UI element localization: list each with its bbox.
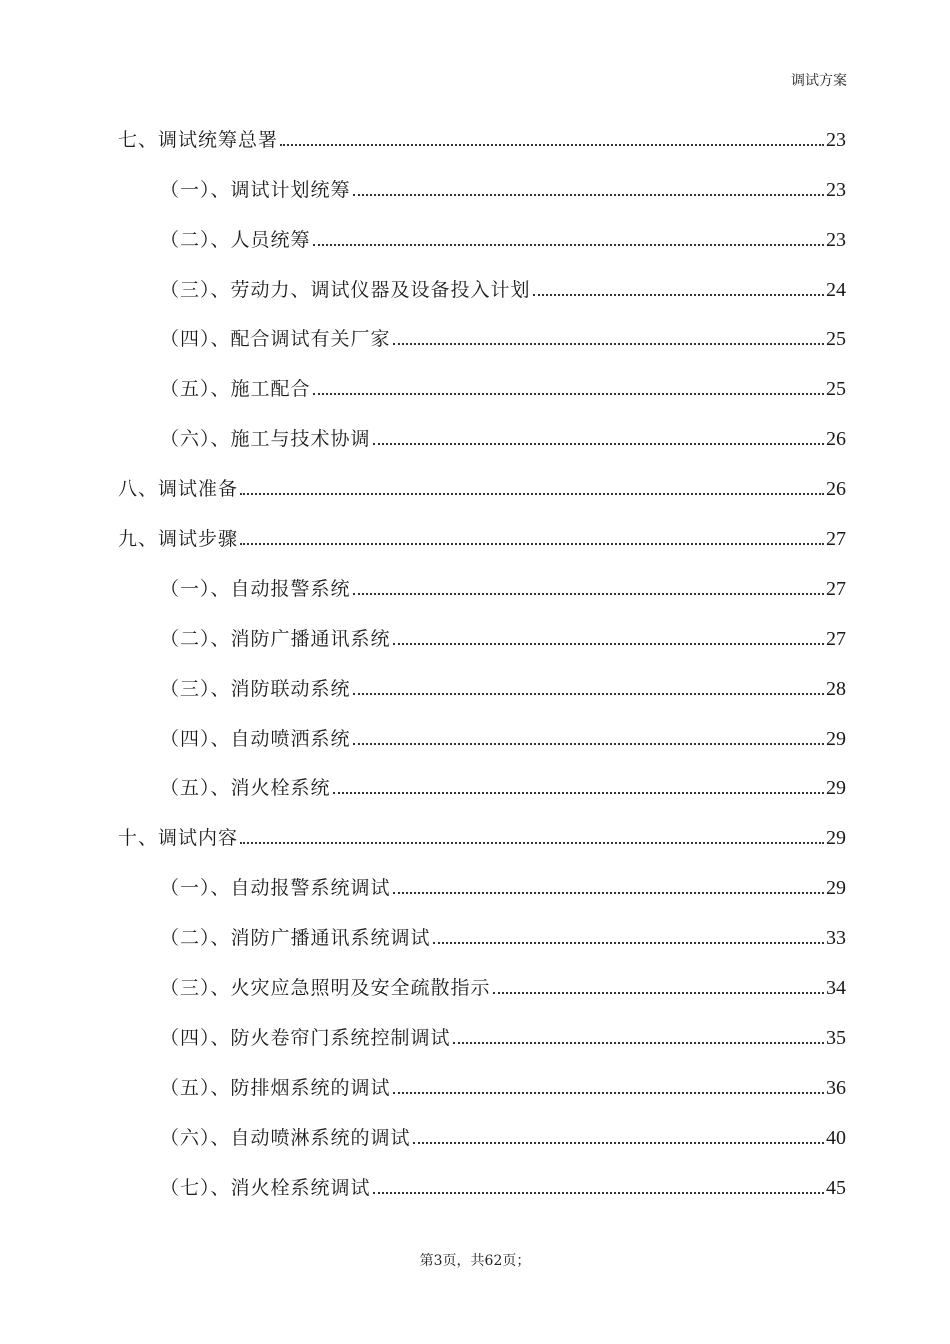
- toc-entry-page-number: 26: [826, 428, 846, 451]
- toc-leader-dots: [353, 743, 824, 745]
- toc-entry-page-number: 29: [826, 727, 846, 750]
- toc-entry-page-number: 23: [826, 178, 846, 201]
- toc-entry-page-number: 27: [826, 627, 846, 650]
- toc-entry[interactable]: [118, 864, 846, 914]
- toc-entry-title: （三）、火灾应急照明及安全疏散指示: [160, 977, 491, 1000]
- toc-leader-dots: [393, 1092, 824, 1094]
- toc-entry[interactable]: [118, 1064, 846, 1114]
- toc-entry[interactable]: [118, 914, 846, 964]
- toc-entry[interactable]: [118, 415, 846, 465]
- toc-entry[interactable]: [118, 365, 846, 415]
- toc-entry-page-number: 29: [826, 777, 846, 800]
- toc-entry[interactable]: [118, 1014, 846, 1064]
- toc-entry-page-number: 24: [826, 278, 846, 301]
- toc-leader-dots: [393, 343, 824, 345]
- toc-leader-dots: [413, 1142, 824, 1144]
- toc-entry-page-number: 45: [826, 1176, 846, 1199]
- toc-entry-title: （六）、施工与技术协调: [160, 428, 371, 451]
- toc-entry[interactable]: [118, 765, 846, 815]
- toc-leader-dots: [313, 244, 824, 246]
- toc-entry[interactable]: [118, 814, 846, 864]
- toc-leader-dots: [453, 1042, 824, 1044]
- toc-leader-dots: [433, 942, 824, 944]
- toc-entry-title: （五）、施工配合: [160, 378, 311, 401]
- toc-entry-title: （四）、防火卷帘门系统控制调试: [160, 1026, 451, 1049]
- toc-entry-title: （一）、自动报警系统调试: [160, 877, 391, 900]
- table-of-contents: [118, 116, 846, 1214]
- toc-entry-title: （二）、人员统筹: [160, 228, 311, 251]
- toc-entry[interactable]: [118, 665, 846, 715]
- toc-entry-page-number: 27: [826, 528, 846, 551]
- toc-entry-title: （七）、消火栓系统调试: [160, 1176, 371, 1199]
- toc-entry-page-number: 25: [826, 328, 846, 351]
- toc-leader-dots: [353, 693, 824, 695]
- toc-entry[interactable]: [118, 266, 846, 316]
- page-footer: 第3页，共62页；: [419, 1253, 531, 1269]
- toc-leader-dots: [240, 543, 824, 545]
- toc-entry-title: 八、调试准备: [118, 478, 239, 501]
- toc-entry-page-number: 35: [826, 1026, 846, 1049]
- toc-leader-dots: [333, 792, 824, 794]
- toc-leader-dots: [240, 493, 824, 495]
- toc-entry-title: （四）、配合调试有关厂家: [160, 328, 391, 351]
- toc-entry-title: （一）、自动报警系统: [160, 577, 351, 600]
- toc-leader-dots: [533, 294, 824, 296]
- toc-entry[interactable]: [118, 715, 846, 765]
- toc-leader-dots: [373, 443, 824, 445]
- toc-entry-title: （三）、劳动力、调试仪器及设备投入计划: [160, 278, 531, 301]
- toc-entry[interactable]: [118, 1114, 846, 1164]
- toc-entry-title: 七、调试统筹总署: [118, 128, 279, 151]
- toc-entry-page-number: 29: [826, 827, 846, 850]
- toc-entry-title: （四）、自动喷洒系统: [160, 727, 351, 750]
- toc-entry-title: （六）、自动喷淋系统的调试: [160, 1126, 411, 1149]
- toc-entry-title: 十、调试内容: [118, 827, 239, 850]
- toc-leader-dots: [393, 643, 824, 645]
- toc-entry-title: （三）、消防联动系统: [160, 677, 351, 700]
- toc-entry[interactable]: [118, 615, 846, 665]
- toc-entry-page-number: 23: [826, 228, 846, 251]
- toc-entry[interactable]: [118, 964, 846, 1014]
- toc-entry-title: （五）、防排烟系统的调试: [160, 1076, 391, 1099]
- toc-entry-page-number: 25: [826, 378, 846, 401]
- toc-entry[interactable]: [118, 116, 846, 166]
- toc-entry-page-number: 23: [826, 128, 846, 151]
- toc-leader-dots: [493, 992, 824, 994]
- toc-entry[interactable]: [118, 1164, 846, 1214]
- toc-leader-dots: [313, 393, 824, 395]
- toc-entry[interactable]: [118, 166, 846, 216]
- toc-entry-title: （二）、消防广播通讯系统: [160, 627, 391, 650]
- toc-entry-title: 九、调试步骤: [118, 528, 239, 551]
- toc-entry-page-number: 36: [826, 1076, 846, 1099]
- toc-entry-title: （一）、调试计划统筹: [160, 178, 351, 201]
- toc-entry-page-number: 29: [826, 877, 846, 900]
- toc-entry-page-number: 34: [826, 977, 846, 1000]
- toc-entry-title: （五）、消火栓系统: [160, 777, 331, 800]
- page-header: 调试方案: [791, 73, 847, 89]
- toc-leader-dots: [240, 842, 824, 844]
- toc-leader-dots: [353, 593, 824, 595]
- toc-entry-page-number: 27: [826, 577, 846, 600]
- toc-entry[interactable]: [118, 216, 846, 266]
- toc-entry-title: （二）、消防广播通讯系统调试: [160, 927, 431, 950]
- toc-leader-dots: [373, 1192, 824, 1194]
- toc-entry-page-number: 40: [826, 1126, 846, 1149]
- toc-leader-dots: [280, 144, 824, 146]
- toc-entry[interactable]: [118, 565, 846, 615]
- toc-entry[interactable]: [118, 515, 846, 565]
- toc-entry[interactable]: [118, 316, 846, 366]
- toc-entry-page-number: 26: [826, 478, 846, 501]
- toc-leader-dots: [353, 194, 824, 196]
- toc-entry-page-number: 28: [826, 677, 846, 700]
- toc-entry[interactable]: [118, 465, 846, 515]
- toc-leader-dots: [393, 892, 824, 894]
- toc-entry-page-number: 33: [826, 927, 846, 950]
